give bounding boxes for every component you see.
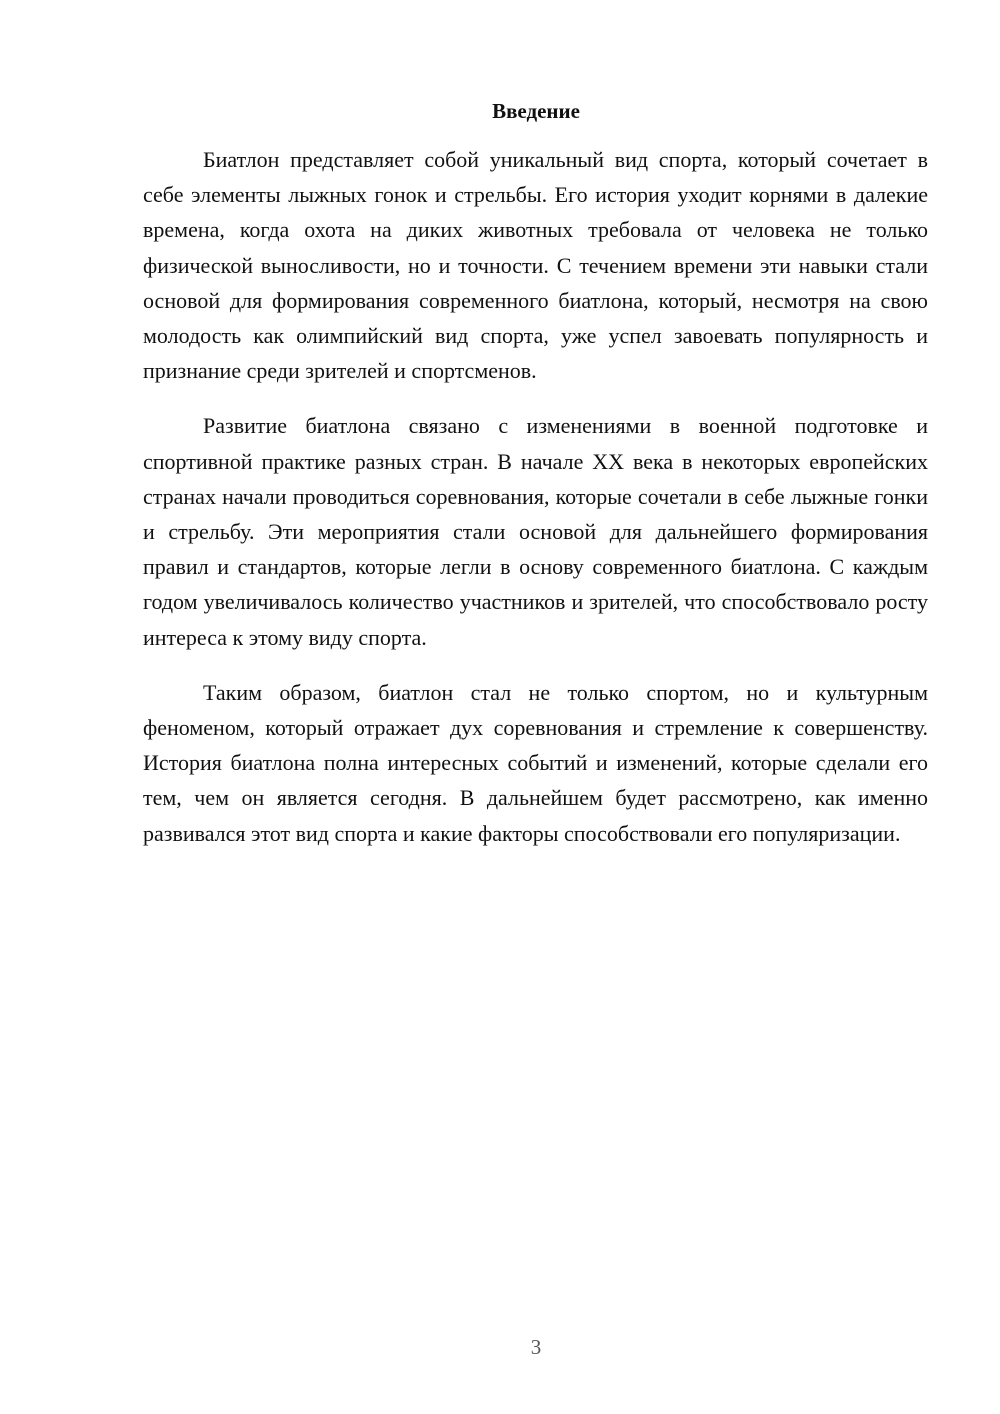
- body-text: [143, 142, 928, 851]
- paragraph-2: Развитие биатлона связано с изменениями в военной подготовке и спортивной практике разных стран. В начале XX века в некоторых европейских странах начали проводиться соревнования, которые сочетали в себе лыжные гонки и стрельбу. Эти мероприятия стали основой для дальнейшего формирования правил и стандартов, которые легли в основу современного биатлона. С каждым годом увеличивалось количество участников и зрителей, что способствовало росту интереса к этому виду спорта.: [143, 413, 928, 650]
- paragraph-1: Биатлон представляет собой уникальный вид спорта, который сочетает в себе элементы лыжных гонок и стрельбы. Его история уходит корнями в далекие времена, когда охота на диких животных требовала от человека не только физической выносливости, но и точности. С течением времени эти навыки стали основой для формирования современного биатлона, который, несмотря на свою молодость как олимпийский вид спорта, уже успел завоевать популярность и признание среди зрителей и спортсменов.: [143, 147, 928, 384]
- paragraph-3: Таким образом, биатлон стал не только спортом, но и культурным феноменом, который отражает дух соревнования и стремление к совершенству. История биатлона полна интересных событий и изменений, которые сделали его тем, чем он является сегодня. В дальнейшем будет рассмотрено, как именно развивался этот вид спорта и какие факторы способствовали его популяризации.: [143, 679, 928, 846]
- section-heading: Введение: [492, 99, 580, 123]
- page-number: 3: [530, 1335, 542, 1359]
